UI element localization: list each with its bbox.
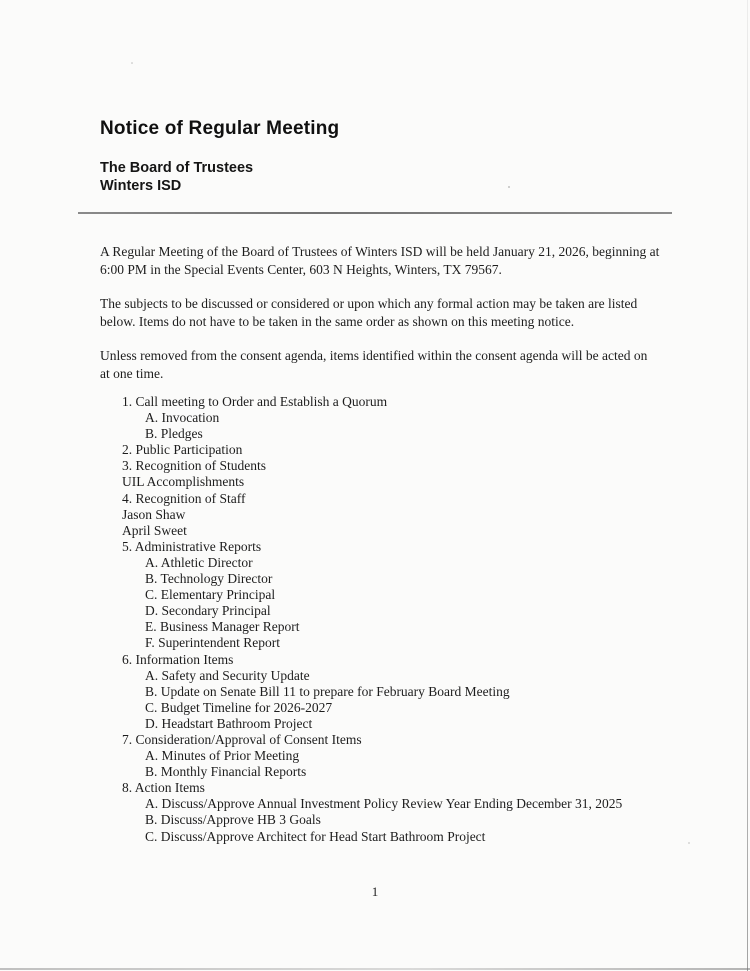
agenda-line: D. Headstart Bathroom Project: [145, 715, 313, 731]
agenda-line: 6. Information Items: [122, 651, 234, 667]
agenda-line: 5. Administrative Reports: [122, 538, 262, 554]
agenda-line: A. Discuss/Approve Annual Investment Policy Review Year Ending December 31, 2025: [145, 796, 623, 812]
agenda-line: B. Update on Senate Bill 11 to prepare for February Board Meeting: [145, 683, 510, 699]
document-subtitle: [100, 160, 660, 195]
consent-agenda-paragraph: Unless removed from the consent agenda, items identified within the consent agenda will be acted on at one time.: [100, 348, 648, 381]
agenda-line: B. Pledges: [145, 426, 203, 442]
agenda-line: 7. Consideration/Approval of Consent Items: [122, 731, 362, 747]
agenda-line: Jason Shaw: [122, 506, 186, 522]
agenda-line: A. Invocation: [145, 410, 220, 426]
header-divider: [78, 212, 672, 214]
agenda-line: C. Budget Timeline for 2026-2027: [145, 699, 333, 715]
district-name: Winters ISD: [100, 177, 182, 194]
agenda-line: 8. Action Items: [122, 780, 205, 796]
agenda-line: E. Business Manager Report: [145, 619, 300, 635]
agenda-line: B. Technology Director: [145, 571, 273, 587]
agenda-line: C. Discuss/Approve Architect for Head Start Bathroom Project: [145, 828, 486, 844]
agenda-line: C. Elementary Principal: [145, 587, 276, 603]
agenda-line: D. Secondary Principal: [145, 603, 271, 619]
agenda-line: 3. Recognition of Students: [122, 458, 266, 474]
page-number: 1: [371, 884, 379, 899]
agenda-line: 2. Public Participation: [122, 442, 243, 458]
agenda-list: [100, 394, 660, 845]
agenda-line: B. Discuss/Approve HB 3 Goals: [145, 812, 321, 828]
board-name: The Board of Trustees: [100, 160, 254, 176]
agenda-line: F. Superintendent Report: [145, 635, 281, 651]
agenda-line: UIL Accomplishments: [122, 474, 245, 490]
agenda-line: 1. Call meeting to Order and Establish a Quorum: [122, 394, 388, 409]
agenda-line: B. Monthly Financial Reports: [145, 764, 307, 780]
agenda-line: A. Minutes of Prior Meeting: [145, 748, 300, 764]
scan-edge-artifact: [0, 968, 750, 970]
agenda-line: 4. Recognition of Staff: [122, 490, 246, 506]
agenda-line: April Sweet: [122, 522, 187, 538]
agenda-line: A. Safety and Security Update: [145, 667, 310, 683]
page-title: Notice of Regular Meeting: [100, 118, 340, 139]
subjects-paragraph: The subjects to be discussed or considered or upon which any formal action may be taken are listed below. Items do not have to be taken in the same order as shown on this meeting notice.: [100, 296, 638, 329]
meeting-details-paragraph: A Regular Meeting of the Board of Trustees of Winters ISD will be held January 21, 2026, beginning at 6:00 PM in the Special Events Center, 603 N Heights, Winters, TX 79567.: [100, 244, 660, 277]
agenda-line: A. Athletic Director: [145, 554, 253, 570]
